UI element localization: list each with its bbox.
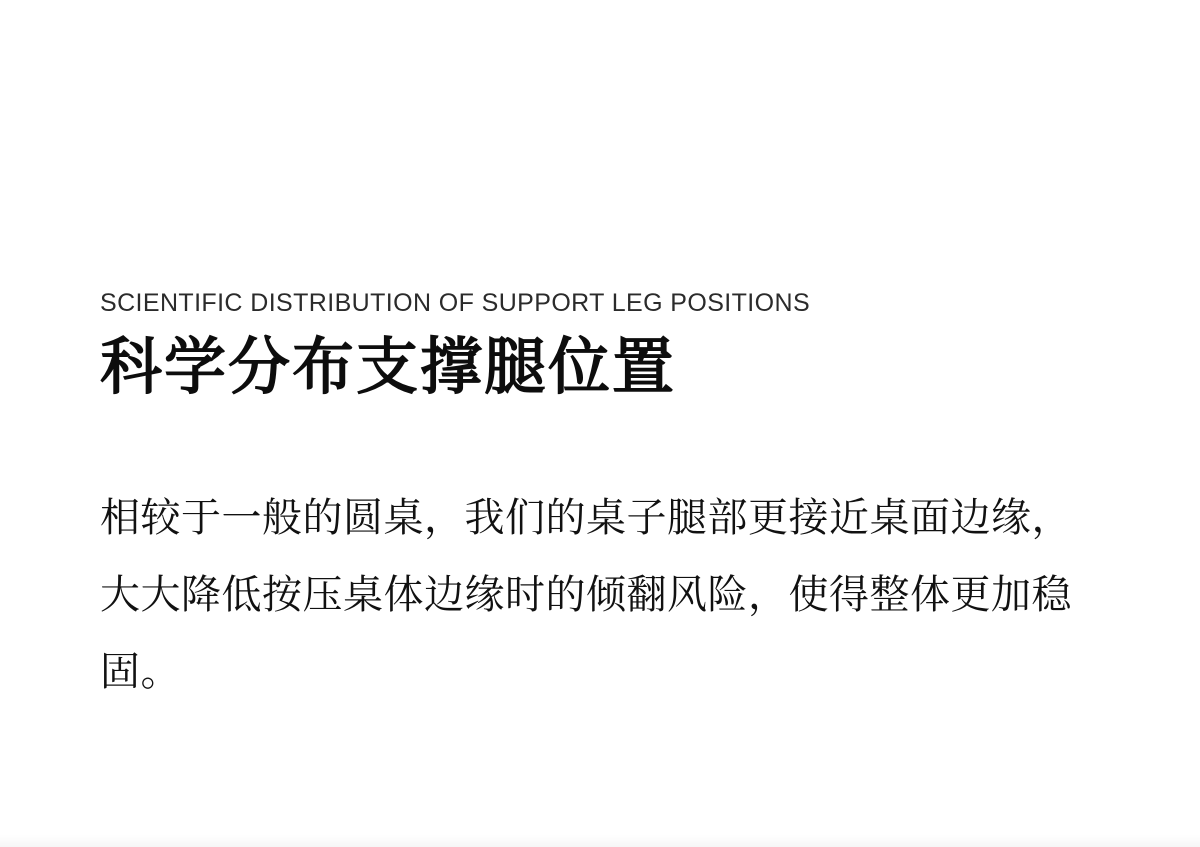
section-eyebrow: SCIENTIFIC DISTRIBUTION OF SUPPORT LEG POSITIONS [100, 289, 811, 317]
text-block [100, 288, 1110, 751]
section-headline: 科学分布支撑腿位置 [100, 330, 677, 403]
section-body-text: 相较于一般的圆桌，我们的桌子腿部更接近桌面边缘，大大降低按压桌体边缘时的倾翻风险，使得整体更加稳固。 [100, 495, 1072, 695]
bottom-image-fade [0, 835, 1200, 847]
